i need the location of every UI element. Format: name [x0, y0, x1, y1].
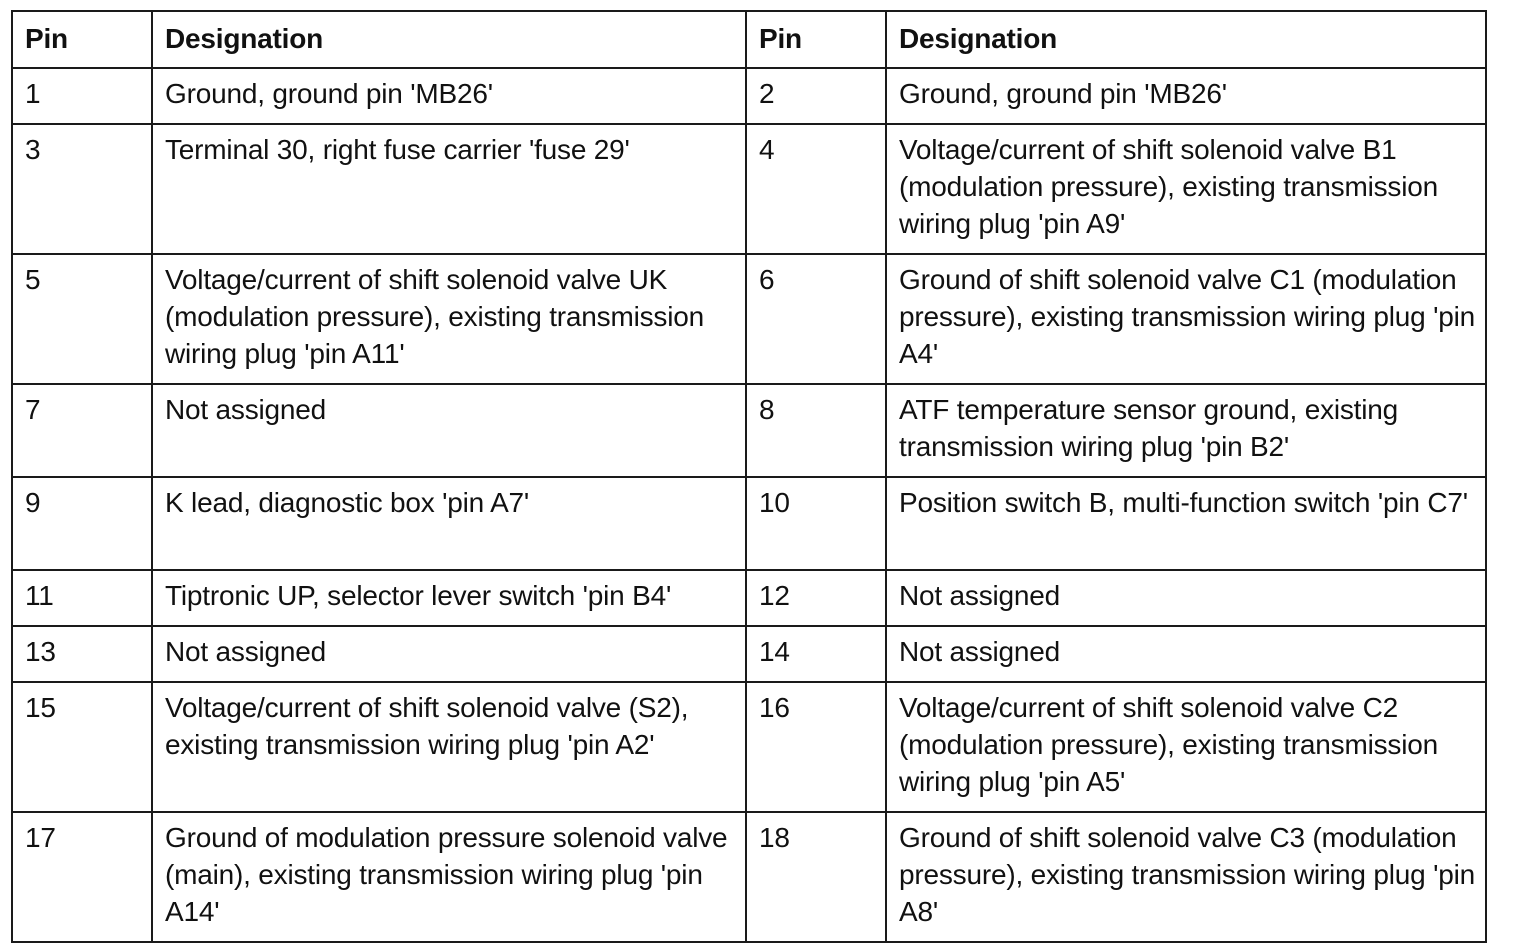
pin-number: 13	[12, 626, 152, 682]
pin-designation: Voltage/current of shift solenoid valve C2 (modulation pressure), existing transmission wiring plug 'pin A5'	[886, 682, 1486, 812]
pin-number: 18	[746, 812, 886, 942]
pin-designation: ATF temperature sensor ground, existing transmission wiring plug 'pin B2'	[886, 384, 1486, 477]
header-designation-right: Designation	[886, 11, 1486, 68]
pin-designation: Voltage/current of shift solenoid valve B1 (modulation pressure), existing transmission wiring plug 'pin A9'	[886, 124, 1486, 254]
pin-designation: Ground, ground pin 'MB26'	[886, 68, 1486, 124]
pin-number: 2	[746, 68, 886, 124]
pin-designation: Not assigned	[886, 626, 1486, 682]
table-row	[12, 626, 1486, 682]
pin-number: 9	[12, 477, 152, 570]
pin-number: 5	[12, 254, 152, 384]
pin-assignment-table	[11, 10, 1487, 943]
pin-designation: Not assigned	[152, 626, 746, 682]
pin-number: 8	[746, 384, 886, 477]
pin-designation: Not assigned	[152, 384, 746, 477]
pin-designation: K lead, diagnostic box 'pin A7'	[152, 477, 746, 570]
table-row	[12, 812, 1486, 942]
pin-number: 16	[746, 682, 886, 812]
pin-designation: Ground of modulation pressure solenoid valve (main), existing transmission wiring plug 'pin A14'	[152, 812, 746, 942]
header-designation-left: Designation	[152, 11, 746, 68]
pin-designation: Terminal 30, right fuse carrier 'fuse 29'	[152, 124, 746, 254]
pin-designation: Ground of shift solenoid valve C1 (modulation pressure), existing transmission wiring plug 'pin A4'	[886, 254, 1486, 384]
pin-number: 4	[746, 124, 886, 254]
pin-number: 11	[12, 570, 152, 626]
table-row	[12, 570, 1486, 626]
pin-number: 10	[746, 477, 886, 570]
pin-designation: Tiptronic UP, selector lever switch 'pin B4'	[152, 570, 746, 626]
pin-designation: Ground, ground pin 'MB26'	[152, 68, 746, 124]
pin-number: 7	[12, 384, 152, 477]
pin-designation: Voltage/current of shift solenoid valve (S2), existing transmission wiring plug 'pin A2'	[152, 682, 746, 812]
pin-number: 14	[746, 626, 886, 682]
table-row	[12, 124, 1486, 254]
pin-number: 12	[746, 570, 886, 626]
table-row	[12, 68, 1486, 124]
table-row	[12, 682, 1486, 812]
table-row	[12, 384, 1486, 477]
table-row	[12, 254, 1486, 384]
pin-designation: Ground of shift solenoid valve C3 (modulation pressure), existing transmission wiring plug 'pin A8'	[886, 812, 1486, 942]
pin-number: 1	[12, 68, 152, 124]
header-pin-right: Pin	[746, 11, 886, 68]
pin-number: 6	[746, 254, 886, 384]
pin-designation: Position switch B, multi-function switch 'pin C7'	[886, 477, 1486, 570]
pin-designation: Not assigned	[886, 570, 1486, 626]
pin-number: 17	[12, 812, 152, 942]
pin-assignment-table-container	[11, 10, 1485, 943]
pin-number: 3	[12, 124, 152, 254]
pin-number: 15	[12, 682, 152, 812]
header-pin-left: Pin	[12, 11, 152, 68]
pin-designation: Voltage/current of shift solenoid valve UK (modulation pressure), existing transmission wiring plug 'pin A11'	[152, 254, 746, 384]
table-row	[12, 477, 1486, 570]
table-header-row	[12, 11, 1486, 68]
